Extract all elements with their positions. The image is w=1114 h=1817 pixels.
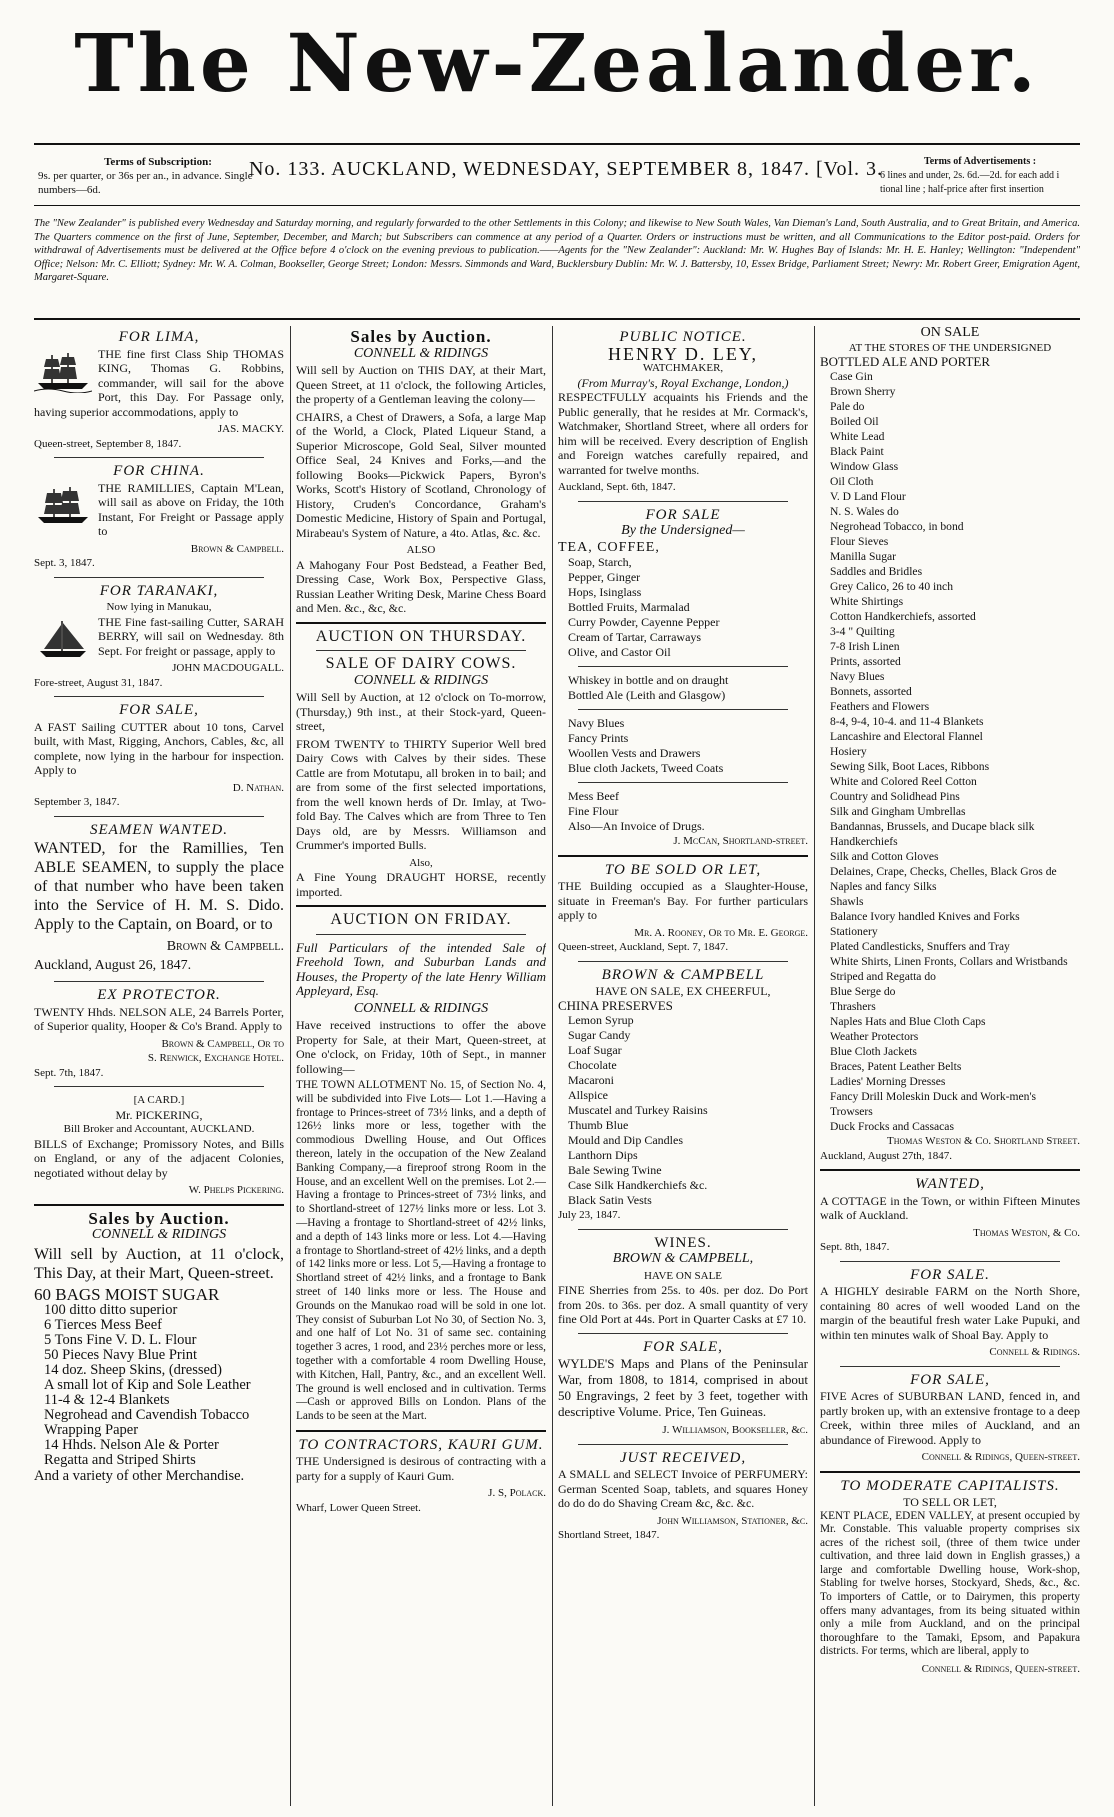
- list-item: Pepper, Ginger: [568, 570, 641, 584]
- ad-heading: WINES.: [654, 1234, 712, 1251]
- list-item: Naples Hats and Blue Cloth Caps: [830, 1015, 986, 1028]
- list-item: Boiled Oil: [830, 415, 879, 428]
- list-item: Brown Sherry: [830, 385, 896, 398]
- list-item: Mess Beef: [568, 789, 619, 803]
- list-item: Ladies' Morning Dresses: [830, 1075, 946, 1088]
- masthead-rule: [34, 143, 1080, 145]
- ad-heading: FOR SALE,: [119, 702, 199, 718]
- list-item: Bonnets, assorted: [830, 685, 912, 698]
- list-item: Sewing Silk, Boot Laces, Ribbons: [830, 760, 990, 773]
- list-item: Navy Blues: [830, 670, 885, 683]
- ad-text: KENT PLACE, EDEN VALLEY, at present occupied by Mr. Constable. This valuable property comprises six acres of the richest soil, (three of them twice under cultivation, and three laid down in English grasses,) a large and comfortable Dwelling house, Work-shop, Stabling for twelve horses, Stockyard, Sheds, &c., &c. To importers of Cattle, or to Dairymen, this property offers many advantages, from its being situated within only a mile from Auckland, and on the principal thoroughfare to the Tamaki, Epsom, and Papakura districts. For terms, which are liberal, apply to: [820, 1509, 1080, 1658]
- list-item: V. D Land Flour: [830, 490, 906, 503]
- masthead-title: The New-Zealander.: [74, 16, 1040, 110]
- list-item: Blue Cloth Jackets: [830, 1045, 917, 1058]
- advertisement-terms: Terms of Advertisements : 6 lines and under, 2s. 6d.—2d. for each add i tional line ; half-price after first insertion: [880, 156, 1060, 195]
- ad-text: A HIGHLY desirable FARM on the North Shore, containing 80 acres of well wooded Land on the margin of the beautiful fresh water Lake Pupuki, and within ten minutes walk of Shoal Bay. Apply to: [820, 1284, 1080, 1342]
- subscription-terms: Terms of Subscription: 9s. per quarter, or 36s per an., in advance. Single numbers—6d.: [38, 156, 253, 196]
- list-item: Flour Sieves: [830, 535, 889, 548]
- list-item: Plated Candlesticks, Snuffers and Tray: [830, 940, 1010, 953]
- ad-text: BILLS of Exchange; Promissory Notes, and Bills on England, or any of the adjacent Colonies, negotiated without delay by: [34, 1136, 284, 1180]
- ad-heading: EX PROTECTOR.: [97, 987, 221, 1003]
- list-item: White and Colored Reel Cotton: [830, 775, 977, 788]
- ad-text: THE Undersigned is desirous of contracting with a party for a supply of Kauri Gum.: [296, 1454, 546, 1483]
- list-item: Bottled Fruits, Marmalad: [568, 600, 690, 614]
- list-item: CHINA PRESERVES: [558, 997, 673, 1013]
- list-item: 11-4 & 12-4 Blankets: [44, 1391, 170, 1408]
- ad-text: CHAIRS, a Chest of Drawers, a Sofa, a large Map of the World, a Clock, Plated Liqueur Stand, a Superior Microscope, Gold Seal, Silver mounted Office Seal, 24 Knives and Forks,—and the following Books—Pickwick Papers, Byron's Works, Scott's History of Scotland, Chronology of History, Cruden's Concordance, Graham's Domestic Medicine, History of Spain and Portugal, Mirabeau's System of Nature, a 4to. Atlas, &c. &c.: [296, 409, 546, 540]
- list-item: Whiskey in bottle and on draught: [568, 673, 729, 687]
- list-item: Muscatel and Turkey Raisins: [568, 1103, 708, 1117]
- ad-text: RESPECTFULLY acquaints his Friends and the Public generally, that he resides at Mr. Cormack's, Watchmaker, Shortland Street, where all orders for him will be received. Every description of English and Foreign watches carefully repaired, and warranted for twelve months.: [558, 390, 808, 477]
- list-item: Thumb Blue: [568, 1118, 629, 1132]
- list-item: Bale Sewing Twine: [568, 1163, 662, 1177]
- list-item: Hosiery: [830, 745, 867, 758]
- list-item: Also—An Invoice of Drugs.: [568, 819, 705, 833]
- section-heading: PUBLIC NOTICE.: [619, 329, 747, 345]
- ad-text: TWENTY Hhds. NELSON ALE, 24 Barrels Porter, of Superior quality, Hooper & Co's Brand. Apply to: [34, 1004, 284, 1033]
- list-item: Silk and Cotton Gloves: [830, 850, 939, 863]
- list-item: Feathers and Flowers: [830, 700, 930, 713]
- list-item: White Shirtings: [830, 595, 904, 608]
- list-item: Bandannas, Brussels, and Ducape black silk Handkerchiefs: [830, 820, 1035, 848]
- ad-heading: TO MODERATE CAPITALISTS.: [840, 1477, 1060, 1494]
- list-item: Sugar Candy: [568, 1028, 631, 1042]
- list-item: Striped and Regatta do: [830, 970, 936, 983]
- column-1: FOR LIMA, THE fine first Class Ship THOMAS KING, Thomas G. Robbins, commander, will sail for the above Port, this Day. For Passage only, having superior accommodations, apply to JAS. MACKY. Queen-street, September 8, 1847. FOR CHINA. THE RAMILLIES, Captain M'Lean, will sail as above on Friday, the 10th Instant, For Freight or Passage apply to Brown & Campbell. Sept. 3, 1847. FOR TARANAKI, Now lying in Manukau, THE Fine fast-sailing Cutter, SARAH BERRY, will sail on Wednesday. 8th Sept. For freight or passage, apply to JOHN MACDOUGALL. Fore-street, August 31, 1847. FOR SALE, A FAST Sailing CUTTER about 10 tons, Carvel built, with Mast, Rigging, Anchors, Cables, &c, all complete, now lying in the harbour for inspection. Apply to D. Nathan. September 3, 1847. SEAMEN WANTED. WANTED, for the Ramillies, Ten ABLE SEAMEN, to supply the place of that number who have been taken into the Service of H. M. S. Dido. Apply to the Captain, on Board, or to Brown & Campbell. Auckland, August 26, 1847. EX PROTECTOR. TWENTY Hhds. NELSON ALE, 24 Barrels Porter, of Superior quality, Hooper & Co's Brand. Apply to Brown & Campbell, Or to S. Renwick, Exchange Hotel. Sept. 7th, 1847. [A CARD.] Mr. PICKERING, Bill Broker and Accountant, AUCKLAND. BILLS of Exchange; Promissory Notes, and Bills on England, or any of the adjacent Colonies, negotiated without delay by W. Phelps Pickering. Sales by Auction. CONNELL & RIDINGS Will sell by Auction, at 11 o'clock, This Day, at their Mart, Queen-street. 60 BAGS MOIST SUGAR 100 ditto ditto superior 6 Tierces Mess Beef 5 Tons Fine V. D. L. Flour 50 Pieces Navy Blue Print 14 doz. Sheep Skins, (dressed) A small lot of Kip and Sole Leather 11-4 & 12-4 Blankets Negrohead and Cavendish Tobacco Wrapping Paper 14 Hhds. Nelson Ale & Porter Regatta and Striped Shirts And a variety of other Merchandise.: [34, 329, 284, 1484]
- dateline: [34, 151, 1080, 197]
- list-item: Allspice: [568, 1088, 608, 1102]
- list-item: Olive, and Castor Oil: [568, 645, 671, 659]
- list-item: Country and Solidhead Pins: [830, 790, 960, 803]
- list-item: White Shirts, Linen Fronts, Collars and Wristbands: [830, 955, 1068, 968]
- list-item: 6 Tierces Mess Beef: [44, 1316, 163, 1333]
- list-item: 14 Hhds. Nelson Ale & Porter: [44, 1436, 219, 1453]
- list-item: Blue cloth Jackets, Tweed Coats: [568, 761, 724, 775]
- list-item: Manilla Sugar: [830, 550, 897, 563]
- list-item: Wrapping Paper: [44, 1421, 139, 1438]
- list-item: Negrohead and Cavendish Tobacco: [44, 1406, 250, 1423]
- list-item: Lancashire and Electoral Flannel: [830, 730, 983, 743]
- ad-heading: FOR LIMA,: [118, 329, 200, 345]
- ad-heading: TO CONTRACTORS, KAURI GUM.: [298, 1436, 544, 1453]
- list-item: Case Gin: [830, 370, 873, 383]
- column-4: ON SALE AT THE STORES OF THE UNDERSIGNED BOTTLED ALE AND PORTER Case Gin Brown Sherry Pale do Boiled Oil White Lead Black Paint Window Glass Oil Cloth V. D Land Flour N. S. Wales do Negrohead Tobacco, in bond Flour Sieves Manilla Sugar Saddles and Bridles Grey Calico, 26 to 40 inch White Shirtings Cotton Handkerchiefs, assorted 3-4 " Quilting 7-8 Irish Linen Prints, assorted Navy Blues Bonnets, assorted Feathers and Flowers 8-4, 9-4, 10-4. and 11-4 Blankets Lancashire and Electoral Flannel Hosiery Sewing Silk, Boot Laces, Ribbons White and Colored Reel Cotton Country and Solidhead Pins Silk and Gingham Umbrellas Bandannas, Brussels, and Ducape black silk Handkerchiefs Silk and Cotton Gloves Delaines, Crape, Checks, Chelles, Black Gros de Naples and fancy Silks Shawls Balance Ivory handled Knives and Forks Stationery Plated Candlesticks, Snuffers and Tray White Shirts, Linen Fronts, Collars and Wristbands Striped and Regatta do Blue Serge do Thrashers Naples Hats and Blue Cloth Caps Weather Protectors Blue Cloth Jackets Braces, Patent Leather Belts Ladies' Morning Dresses Fancy Drill Moleskin Duck and Work-men's Trowsers Duck Frocks and Cassacas Thomas Weston & Co. Shortland Street. Auckland, August 27th, 1847. WANTED, A COTTAGE in the Town, or within Fifteen Minutes walk of Auckland. Thomas Weston, & Co. Sept. 8th, 1847. FOR SALE. A HIGHLY desirable FARM on the North Shore, containing 80 acres of well wooded Land on the margin of the beautiful fresh water Lake Pupuki, and within ten minutes walk of Shoal Bay. Apply to Connell & Ridings. FOR SALE, FIVE Acres of SUBURBAN LAND, fenced in, and partly broken up, with an extensive frontage to a deep Creek, within three miles of Auckland, and an abundance of Firewood. Apply to Connell & Ridings, Queen-street. TO MODERATE CAPITALISTS. TO SELL OR LET, KENT PLACE, EDEN VALLEY, at present occupied by Mr. Constable. This valuable property comprises six acres of the richest soil, (three of them twice under cultivation, and three laid down in English grasses,) a large and comfortable Dwelling house, Work-shop, Stabling for twelve horses, Stockyard, Sheds, &c., &c. To importers of Cattle, or to Dairymen, this property offers many advantages, from its being situated within only a mile from Auckland, and on the principal thoroughfare to the Tamaki, Epsom, and Papakura districts. For terms, which are liberal, apply to Connell & Ridings, Queen-street.: [820, 326, 1080, 1676]
- ad-text: THE RAMILLIES, Captain M'Lean, will sail as above on Friday, the 10th Instant, For Freight or Passage apply to: [98, 480, 284, 538]
- list-item: 100 ditto ditto superior: [44, 1301, 178, 1318]
- list-item: White Lead: [830, 430, 885, 443]
- list-item: Regatta and Striped Shirts: [44, 1451, 196, 1468]
- list-item: Curry Powder, Cayenne Pepper: [568, 615, 720, 629]
- list-item: Delaines, Crape, Checks, Chelles, Black Gros de Naples and fancy Silks: [830, 865, 1057, 893]
- list-item: And a variety of other Merchandise.: [34, 1467, 245, 1484]
- ad-heading: TO BE SOLD OR LET,: [604, 861, 762, 878]
- publication-notice: The "New Zealander" is published every Wednesday and Saturday morning, and regularly forwarded to the other Settlements in this Colony; and likewise to New South Wales, Van Dieman's Land, South Australia, and to Great Britain, and America. The Quarters commence on the first of June, September, December, and March; but Subscribers can commence at any period of a Quarter. Orders or instructions must be written, and all Communications to the Editor post-paid. Orders for withdrawal of Advertisements must be delivered at the Office before 4 o'clock on the evening previous to publication.——Agents for the "New Zealander": Auckland: Mr. W. Hughes Bay of Islands: Mr. H. E. Hanley; Wellington: "Independent" Office; Nelson: Mr. C. Elliott; Sydney: Mr. W. A. Colman, Bookseller, George Street; London: Messrs. Simmonds and Ward, Bucklersbury Dublin: Mr. W. J. Battersby, 10, Essex Bridge, Parliament Street; Newry: Mr. Robert Greer, Emigration Agent, Margaret-Square.: [34, 218, 1080, 283]
- list-item: N. S. Wales do: [830, 505, 899, 518]
- list-item: 7-8 Irish Linen: [830, 640, 900, 653]
- column-3: PUBLIC NOTICE. HENRY D. LEY, WATCHMAKER, (From Murray's, Royal Exchange, London,) RESPECTFULLY acquaints his Friends and the Public generally, that he resides at Mr. Cormack's, Watchmaker, Shortland Street, where all orders for him will be received. Every description of English and Foreign watches carefully repaired, and warranted for twelve months. Auckland, Sept. 6th, 1847. FOR SALE By the Undersigned— TEA, COFFEE, Soap, Starch, Pepper, Ginger Hops, Isinglass Bottled Fruits, Marmalad Curry Powder, Cayenne Pepper Cream of Tartar, Carraways Olive, and Castor Oil Whiskey in bottle and on draught Bottled Ale (Leith and Glasgow) Navy Blues Fancy Prints Woollen Vests and Drawers Blue cloth Jackets, Tweed Coats Mess Beef Fine Flour Also—An Invoice of Drugs. J. McCan, Shortland-street. TO BE SOLD OR LET, THE Building occupied as a Slaughter-House, situate in Freeman's Bay. For further particulars apply to Mr. A. Rooney, Or to Mr. E. George. Queen-street, Auckland, Sept. 7, 1847. BROWN & CAMPBELL HAVE ON SALE, EX CHEERFUL, CHINA PRESERVES Lemon Syrup Sugar Candy Loaf Sugar Chocolate Macaroni Allspice Muscatel and Turkey Raisins Thumb Blue Mould and Dip Candles Lanthorn Dips Bale Sewing Twine Case Silk Handkerchiefs &c. Black Satin Vests July 23, 1847. WINES. BROWN & CAMPBELL, HAVE ON SALE FINE Sherries from 25s. to 40s. per doz. Do Port from 20s. to 36s. per doz. A small quantity of very fine Old Port at 44s. Port in Quarter Casks at £7 10. FOR SALE, WYLDE'S Maps and Plans of the Peninsular War, from 1808, to 1814, comprised in about 50 Engravings, 2 feet by 3 feet, together with descriptive Volume. Price, Ten Guineas. J. Williamson, Bookseller, &c. JUST RECEIVED, A SMALL and SELECT Invoice of PERFUMERY: German Scented Soap, tablets, and squares Honey do do do do Shaving Cream &c, &c. &c. John Williamson, Stationer, &c. Shortland Street, 1847.: [558, 329, 808, 1541]
- list-item: Shawls: [830, 895, 864, 908]
- list-item: A small lot of Kip and Sole Leather: [44, 1376, 251, 1393]
- list-item: Black Satin Vests: [568, 1193, 652, 1207]
- ad-heading: SEAMEN WANTED.: [90, 821, 228, 838]
- list-item: Silk and Gingham Umbrellas: [830, 805, 966, 818]
- ad-text: THE Fine fast-sailing Cutter, SARAH BERRY, will sail on Wednesday. 8th Sept. For freight or passage, apply to: [98, 614, 284, 658]
- list-item: Pale do: [830, 400, 865, 413]
- list-item: Hops, Isinglass: [568, 585, 642, 599]
- ad-text: THE Building occupied as a Slaughter-House, situate in Freeman's Bay. For further particulars apply to: [558, 879, 808, 922]
- ad-heading: BROWN & CAMPBELL: [601, 966, 765, 983]
- ad-text: THE TOWN ALLOTMENT No. 15, of Section No. 4, will be subdivided into Five Lots— Lot 1.—Having a frontage to Princes-street of 73½ links, and a depth of 126½ links more or less, together with the commodious Dwelling House, and Out Offices thereon, lately in the occupation of the New Zealand Banking Company,—a fireproof strong Room in the House, and an excellent Well on the premises. Lot 2.—Having a frontage to Princes-street of 73½ links, and to Shortland-street of 127½ links more or less. Lot 3.—Having a frontage to Shortland-street of 42½ links, and a depth of 143 links more or less. Lot 4.—Having a frontage to Shortland-street of 42½ links, and a depth of 142 links more or less. Lot 5,—Having a frontage to Shortland street of 42½ links, and a frontage to Bank street of 140 links more or less. The House and Grounds on the Manukao road will be sold in one lot. They consist of Suburban Lot No 30, of Section No. 3, and one half of Lot No. 31 of same sec. containing together 3 acres, 1 rood, and 23½ perches more or less, together with a comfortable 4 room Dwelling House, with Kitchen, Hall, Pantry, &c., and an excellent Well. The ground is well enclosed and in cultivation. Terms—Cash or approved Bills on London. Plans of the Lands to be seen at the Mart.: [296, 1079, 546, 1423]
- list-item: Braces, Patent Leather Belts: [830, 1060, 962, 1073]
- list-item: Loaf Sugar: [568, 1043, 622, 1057]
- list-item: Case Silk Handkerchiefs &c.: [568, 1178, 708, 1192]
- list-item: Negrohead Tobacco, in bond: [830, 520, 964, 533]
- list-item: Balance Ivory handled Knives and Forks: [830, 910, 1020, 923]
- ad-heading: FOR SALE,: [910, 1371, 990, 1388]
- ad-text: WYLDE'S Maps and Plans of the Peninsular War, from 1808, to 1814, comprised in about 50 Engravings, 2 feet by 3 feet, together with descriptive Volume. Price, Ten Guineas.: [558, 1356, 808, 1419]
- ad-text: A Mahogany Four Post Bedstead, a Feather Bed, Dressing Case, Work Box, Perspective Glass, Russian Leather Writing Desk, Marine Chess Board and Men. &c., &c, &c.: [296, 557, 546, 615]
- list-item: Lanthorn Dips: [568, 1148, 638, 1162]
- goods-list: [558, 541, 808, 835]
- dateline-rule: [34, 205, 1080, 206]
- list-item: Mould and Dip Candles: [568, 1133, 683, 1147]
- list-item: 14 doz. Sheep Skins, (dressed): [44, 1361, 223, 1378]
- ad-text: FROM TWENTY to THIRTY Superior Well bred Dairy Cows with Calves by their sides. These Cattle are from Motutapu, all broken in to bail; and are from some of the first selected importations, from the well known herds of Dr. Imlay, at Two-fold Bay. The Calves which are from Three to Ten Days old, are by Messrs. Williamson and Crummer's imported Bulls.: [296, 736, 546, 852]
- list-item: Grey Calico, 26 to 40 inch: [830, 580, 953, 593]
- list-item: Blue Serge do: [830, 985, 896, 998]
- ad-heading: WANTED,: [915, 1176, 985, 1192]
- ad-text: A COTTAGE in the Town, or within Fifteen Minutes walk of Auckland.: [820, 1193, 1080, 1222]
- column-divider: [290, 326, 291, 1806]
- list-item: Window Glass: [830, 460, 899, 473]
- list-item: Macaroni: [568, 1073, 614, 1087]
- list-item: Prints, assorted: [830, 655, 901, 668]
- ad-heading: FOR CHINA.: [113, 463, 205, 479]
- list-item: Duck Frocks and Cassacas: [830, 1120, 954, 1133]
- list-item: Stationery: [830, 925, 878, 938]
- ad-heading: FOR SALE.: [910, 1266, 990, 1283]
- list-item: 3-4 " Quilting: [830, 625, 895, 638]
- ship-icon: [34, 349, 92, 393]
- ad-text: FIVE Acres of SUBURBAN LAND, fenced in, and partly broken up, with an extensive frontage to a deep Creek, within three miles of Auckland, and an abundance of Firewood. Apply to: [820, 1389, 1080, 1447]
- column-2: Sales by Auction. CONNELL & RIDINGS Will sell by Auction on THIS DAY, at their Mart, Queen Street, at 11 o'clock, the following Articles, the property of a Gentleman leaving the colony— CHAIRS, a Chest of Drawers, a Sofa, a large Map of the World, a Clock, Plated Liqueur Stand, a Superior Microscope, Gold Seal, Silver mounted Office Seal, 24 Knives and Forks,—and the following Books—Pickwick Papers, Byron's Works, Scott's History of Scotland, Chronology of History, Cruden's Concordance, Graham's Domestic Medicine, History of Spain and Portugal, Mirabeau's System of Nature, a 4to. Atlas, &c. &c. ALSO A Mahogany Four Post Bedstead, a Feather Bed, Dressing Case, Work Box, Perspective Glass, Russian Leather Writing Desk, Marine Chess Board and Men. &c., &c, &c. AUCTION ON THURSDAY. SALE OF DAIRY COWS. CONNELL & RIDINGS Will Sell by Auction, at 12 o'clock on To-morrow, (Thursday,) 9th inst., at their Stock-yard, Queen-street, FROM TWENTY to THIRTY Superior Well bred Dairy Cows with Calves by their sides. These Cattle are from Motutapu, all broken in to bail; and are from some of the first selected importations, from the well known herds of Dr. Imlay, at Two-fold Bay. The Calves which are from Three to Ten Days old, are by Messrs. Williamson and Crummer's imported Bulls. Also, A Fine Young DRAUGHT HORSE, recently imported. AUCTION ON FRIDAY. Full Particulars of the intended Sale of Freehold Town, and Suburban Lands and Houses, the Property of the late Henry William Appleyard, Esq. CONNELL & RIDINGS Have received instructions to offer the above Property for Sale, at their Mart, Queen-street, at One o'clock, on Friday, 10th of Sept., in manner following— THE TOWN ALLOTMENT No. 15, of Section No. 4, will be subdivided into Five Lots— Lot 1.—Having a frontage to Princes-street of 73½ links, and a depth of 126½ links more or less, together with the commodious Dwelling House, and Out Offices thereon, lately in the occupation of the New Zealand Banking Company,—a fireproof strong Room in the House, and an excellent Well on the premises. Lot 2.—Having a frontage to Princes-street of 73½ links, and to Shortland-street of 127½ links more or less. Lot 3.—Having a frontage to Shortland-street of 42½ links, and a depth of 143 links more or less. Lot 4.—Having a frontage to Shortland-street of 42½ links, and a depth of 142 links more or less. Lot 5,—Having a frontage to Shortland street of 42½ links, and a frontage to Bank street of 140 links more or less. The House and Grounds on the Manukao road will be sold in one lot. They consist of Suburban Lot No 30, of Section No. 3, and one half of Lot No. 31 of same sec. containing together 3 acres, 1 rood, and 23½ perches more or less, together with a comfortable 4 room Dwelling House, with Kitchen, Hall, Pantry, &c., and an excellent Well. The ground is well enclosed and in cultivation. Terms—Cash or approved Bills on London. Plans of the Lands to be seen at the Mart. TO CONTRACTORS, KAURI GUM. THE Undersigned is desirous of contracting with a party for a supply of Kauri Gum. J. S, Polack. Wharf, Lower Queen Street.: [296, 327, 546, 1514]
- list-item: Navy Blues: [568, 716, 625, 730]
- list-item: Lemon Syrup: [568, 1013, 634, 1027]
- columns: [34, 326, 1080, 1806]
- ship-icon: [34, 483, 92, 527]
- ad-heading: JUST RECEIVED,: [619, 1449, 747, 1466]
- list-item: 60 BAGS MOIST SUGAR: [34, 1284, 220, 1304]
- list-item: Chocolate: [568, 1058, 617, 1072]
- section-heading: AUCTION ON THURSDAY.: [315, 627, 527, 645]
- preserves-list: [558, 999, 808, 1209]
- list-item: Fine Flour: [568, 804, 619, 818]
- column-divider: [552, 326, 553, 1806]
- stores-list: [820, 355, 1080, 1134]
- list-item: Weather Protectors: [830, 1030, 919, 1043]
- ad-heading: ON SALE: [920, 326, 980, 340]
- list-item: 5 Tons Fine V. D. L. Flour: [44, 1331, 197, 1348]
- section-heading: Sales by Auction.: [350, 327, 492, 346]
- section-heading: AUCTION ON FRIDAY.: [330, 911, 512, 928]
- auction-item-list: [34, 1286, 284, 1485]
- ad-heading: SALE OF DAIRY COWS.: [325, 655, 517, 672]
- list-item: Black Paint: [830, 445, 884, 458]
- list-item: 50 Pieces Navy Blue Print: [44, 1346, 198, 1363]
- list-item: Fancy Prints: [568, 731, 629, 745]
- list-item: Bottled Ale (Leith and Glasgow): [568, 688, 726, 702]
- ad-text: A SMALL and SELECT Invoice of PERFUMERY: German Scented Soap, tablets, and squares Honey do do do do Shaving Cream &c, &c. &c.: [558, 1467, 808, 1510]
- list-item: TEA, COFFEE,: [558, 539, 660, 555]
- ad-text: THE fine first Class Ship THOMAS KING, Thomas G. Robbins, commander, will sail for the above Port, this Day. For Passage only, having superior accommodations, apply to: [34, 346, 284, 419]
- ad-heading: FOR SALE,: [643, 1338, 723, 1355]
- intro-rule: [34, 318, 1080, 320]
- list-item: Cream of Tartar, Carraways: [568, 630, 702, 644]
- issue-line: No. 133. AUCKLAND, WEDNESDAY, SEPTEMBER 8, 1847. [Vol. 3.: [248, 158, 884, 180]
- list-item: Woollen Vests and Drawers: [568, 746, 701, 760]
- ad-heading: FOR TARANAKI,: [99, 582, 219, 599]
- list-item: Soap, Starch,: [568, 555, 632, 569]
- ad-text: FINE Sherries from 25s. to 40s. per doz. Do Port from 20s. to 36s. per doz. A small quantity of very fine Old Port at 44s. Port in Quarter Casks at £7 10.: [558, 1283, 808, 1326]
- list-item: Thrashers: [830, 1000, 876, 1013]
- list-item: Cotton Handkerchiefs, assorted: [830, 610, 976, 623]
- ad-text: A FAST Sailing CUTTER about 10 tons, Carvel built, with Mast, Rigging, Anchors, Cables, &c, all complete, now lying in the harbour for inspection. Apply to: [34, 719, 284, 777]
- list-item: 8-4, 9-4, 10-4. and 11-4 Blankets: [830, 715, 984, 728]
- list-item: BOTTLED ALE AND PORTER: [820, 354, 991, 369]
- ad-heading: FOR SALE: [645, 506, 721, 523]
- section-heading: Sales by Auction.: [88, 1208, 230, 1228]
- ad-text: WANTED, for the Ramillies, Ten ABLE SEAMEN, to supply the place of that number who have been taken into the Service of H. M. S. Dido. Apply to the Captain, on Board, or to: [34, 840, 284, 933]
- column-divider: [814, 326, 815, 1806]
- list-item: Fancy Drill Moleskin Duck and Work-men's Trowsers: [830, 1090, 1037, 1118]
- list-item: Oil Cloth: [830, 475, 874, 488]
- cutter-icon: [34, 617, 92, 661]
- list-item: Saddles and Bridles: [830, 565, 923, 578]
